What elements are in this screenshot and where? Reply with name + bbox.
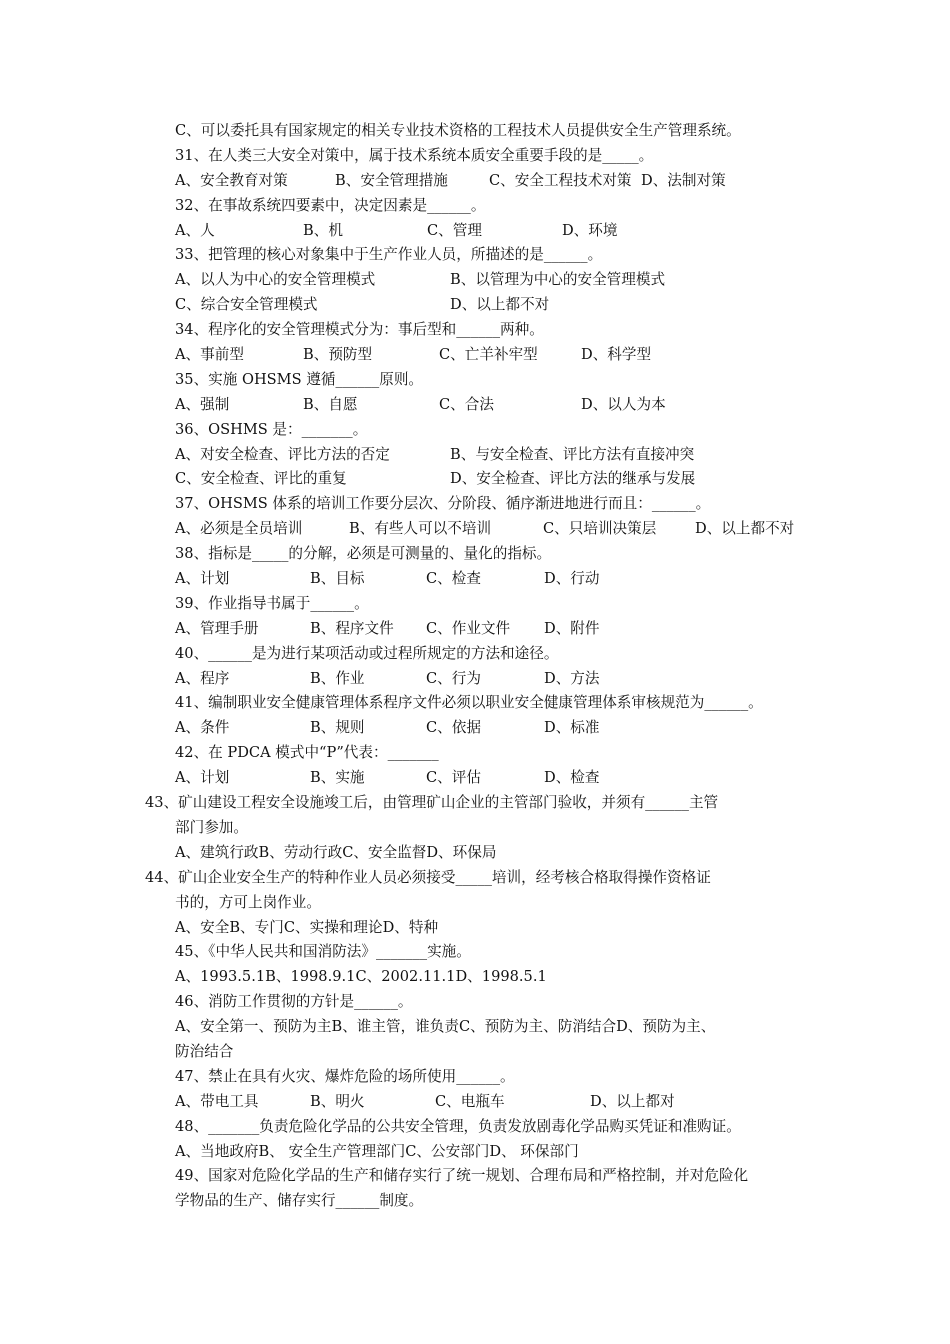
answer-option: D、附件: [544, 619, 600, 637]
answer-option: B、自愿: [303, 395, 358, 413]
answer-option: B、 安全生产管理部门: [258, 1142, 406, 1160]
answer-option: A、人: [175, 221, 215, 239]
options-row: [145, 169, 845, 194]
options-row: [145, 916, 845, 941]
answer-option: A、以人为中心的安全管理模式: [175, 271, 376, 289]
answer-option: B、1998.9.1: [265, 968, 356, 986]
text-line: C、可以委托具有国家规定的相关专业技术资格的工程技术人员提供安全生产管理系统。: [175, 122, 741, 139]
options-row: [145, 268, 845, 293]
answer-option: B、明火: [310, 1092, 365, 1110]
options-row: [145, 766, 845, 791]
answer-option: D、特种: [382, 918, 439, 936]
options-row: [145, 841, 845, 866]
question-stem: 34、程序化的安全管理模式分为：事后型和______两种。: [175, 321, 544, 339]
answer-option: C、合法: [439, 395, 494, 413]
answer-option: B、以管理为中心的安全管理模式: [450, 271, 666, 289]
options-row: [145, 617, 845, 642]
options-row: [145, 667, 845, 692]
answer-option: C、2002.11.1: [355, 968, 456, 986]
question-stem: 49、国家对危险化学品的生产和储存实行了统一规划、合理布局和严格控制，并对危险化: [175, 1167, 749, 1185]
question-stem: 48、_______负责危险化学品的公共安全管理，负责发放剧毒化学品购买凭证和准购证。: [175, 1117, 741, 1135]
question-stem: 45、《中华人民共和国消防法》_______实施。: [175, 943, 471, 961]
answer-option: B、规则: [310, 719, 365, 737]
question-stem: 36、OSHMS 是：_______。: [175, 420, 368, 438]
question-stem: 39、作业指导书属于______。: [175, 594, 369, 612]
answer-option: D、以上都对: [590, 1092, 675, 1110]
question-stem: 43、矿山建设工程安全设施竣工后，由管理矿山企业的主管部门验收，并须有______主管: [145, 794, 719, 812]
answer-option: B、有些人可以不培训: [349, 520, 492, 538]
answer-option: D、标准: [544, 719, 600, 737]
question-stem: 47、禁止在具有火灾、爆炸危险的场所使用______。: [175, 1067, 515, 1085]
answer-option: B、作业: [310, 669, 365, 687]
answer-option: D、科学型: [581, 346, 652, 364]
question-list: [145, 119, 845, 1214]
answer-option: C、作业文件: [426, 619, 511, 637]
answer-option: C、公安部门: [405, 1142, 490, 1160]
answer-option: C、行为: [426, 669, 481, 687]
answer-option: C、综合安全管理模式: [175, 296, 318, 314]
answer-option: B、目标: [310, 570, 365, 588]
question-stem: 31、在人类三大安全对策中，属于技术系统本质安全重要手段的是_____。: [175, 146, 654, 164]
options-row: [145, 1090, 845, 1115]
options-row: [145, 517, 845, 542]
answer-option: B、安全管理措施: [335, 171, 448, 189]
answer-option: A、对安全检查、评比方法的否定: [175, 445, 390, 463]
answer-option: A、事前型: [175, 346, 244, 364]
text-line: 部门参加。: [175, 818, 248, 836]
answer-option: D、1998.5.1: [455, 968, 547, 986]
answer-option: C、管理: [427, 221, 482, 239]
answer-option: B、程序文件: [310, 619, 394, 637]
question-stem: 42、在 PDCA 模式中“P”代表：_______: [175, 744, 439, 762]
answer-option: D、 环保部门: [489, 1142, 579, 1160]
answer-option: C、只培训决策层: [543, 520, 657, 538]
answer-option: C、检查: [426, 570, 481, 588]
question-stem: 46、消防工作贯彻的方针是______。: [175, 993, 413, 1011]
answer-option: B、劳动行政: [258, 843, 343, 861]
text-line: 学物品的生产、储存实行______制度。: [175, 1192, 424, 1210]
answer-option: D、环境: [562, 221, 618, 239]
answer-option: A、程序: [175, 669, 230, 687]
answer-option: D、法制对策: [641, 171, 726, 189]
options-row: [145, 716, 845, 741]
answer-option: D、以上都不对: [450, 296, 550, 314]
answer-option: A、安全第一、预防为主: [175, 1018, 332, 1036]
question-stem: 40、______是为进行某项活动或过程所规定的方法和途径。: [175, 644, 559, 662]
text-line: 防治结合: [175, 1042, 234, 1060]
answer-option: B、专门: [229, 918, 284, 936]
answer-option: D、预防为主、: [616, 1018, 716, 1036]
answer-option: A、计划: [175, 769, 230, 787]
answer-option: C、安全监督: [342, 843, 427, 861]
answer-option: C、预防为主、防消结合: [458, 1018, 617, 1036]
answer-option: B、实施: [310, 769, 365, 787]
answer-option: D、安全检查、评比方法的继承与发展: [450, 470, 696, 488]
question-stem: 37、OHSMS 体系的培训工作要分层次、分阶段、循序渐进地进行而且：______。: [175, 495, 711, 513]
answer-option: C、亡羊补牢型: [439, 346, 538, 364]
answer-option: B、谁主管，谁负责: [331, 1018, 459, 1036]
answer-option: A、带电工具: [175, 1092, 259, 1110]
options-row: [145, 393, 845, 418]
answer-option: D、方法: [544, 669, 600, 687]
answer-option: C、依据: [426, 719, 481, 737]
answer-option: B、预防型: [303, 346, 373, 364]
options-row: [145, 219, 845, 244]
answer-option: D、以上都不对: [695, 520, 795, 538]
answer-option: A、必须是全员培训: [175, 520, 303, 538]
question-stem: 32、在事故系统四要素中，决定因素是______。: [175, 196, 486, 214]
answer-option: A、强制: [175, 395, 230, 413]
answer-option: D、行动: [544, 570, 600, 588]
options-row: [145, 467, 845, 492]
answer-option: A、计划: [175, 570, 230, 588]
question-stem: 44、矿山企业安全生产的特种作业人员必须接受_____培训，经考核合格取得操作资格证: [145, 868, 711, 886]
options-row: [145, 293, 845, 318]
options-row: [145, 1015, 845, 1040]
question-stem: 33、把管理的核心对象集中于生产作业人员，所描述的是______。: [175, 246, 603, 264]
answer-option: D、环保局: [426, 843, 497, 861]
question-stem: 41、编制职业安全健康管理体系程序文件必须以职业安全健康管理体系审核规范为______。: [175, 694, 763, 712]
options-row: [145, 343, 845, 368]
answer-option: A、安全: [175, 918, 230, 936]
answer-option: A、安全教育对策: [175, 171, 288, 189]
answer-option: C、实操和理论: [283, 918, 383, 936]
options-row: [145, 1140, 845, 1165]
answer-option: A、当地政府: [175, 1142, 259, 1160]
answer-option: C、安全检查、评比的重复: [175, 470, 347, 488]
answer-option: D、检查: [544, 769, 600, 787]
question-stem: 38、指标是_____的分解，必须是可测量的、量化的指标。: [175, 545, 552, 563]
answer-option: C、评估: [426, 769, 481, 787]
answer-option: C、电瓶车: [435, 1092, 505, 1110]
answer-option: B、机: [303, 221, 343, 239]
answer-option: D、以人为本: [581, 395, 666, 413]
answer-option: A、条件: [175, 719, 230, 737]
options-row: [145, 567, 845, 592]
options-row: [145, 443, 845, 468]
text-line: 书的，方可上岗作业。: [175, 893, 321, 911]
answer-option: A、建筑行政: [175, 843, 259, 861]
answer-option: A、1993.5.1: [175, 968, 266, 986]
answer-option: A、管理手册: [175, 619, 259, 637]
answer-option: C、安全工程技术对策: [489, 171, 632, 189]
question-stem: 35、实施 OHSMS 遵循______原则。: [175, 370, 424, 388]
answer-option: B、与安全检查、评比方法有直接冲突: [450, 445, 695, 463]
options-row: [145, 965, 845, 990]
